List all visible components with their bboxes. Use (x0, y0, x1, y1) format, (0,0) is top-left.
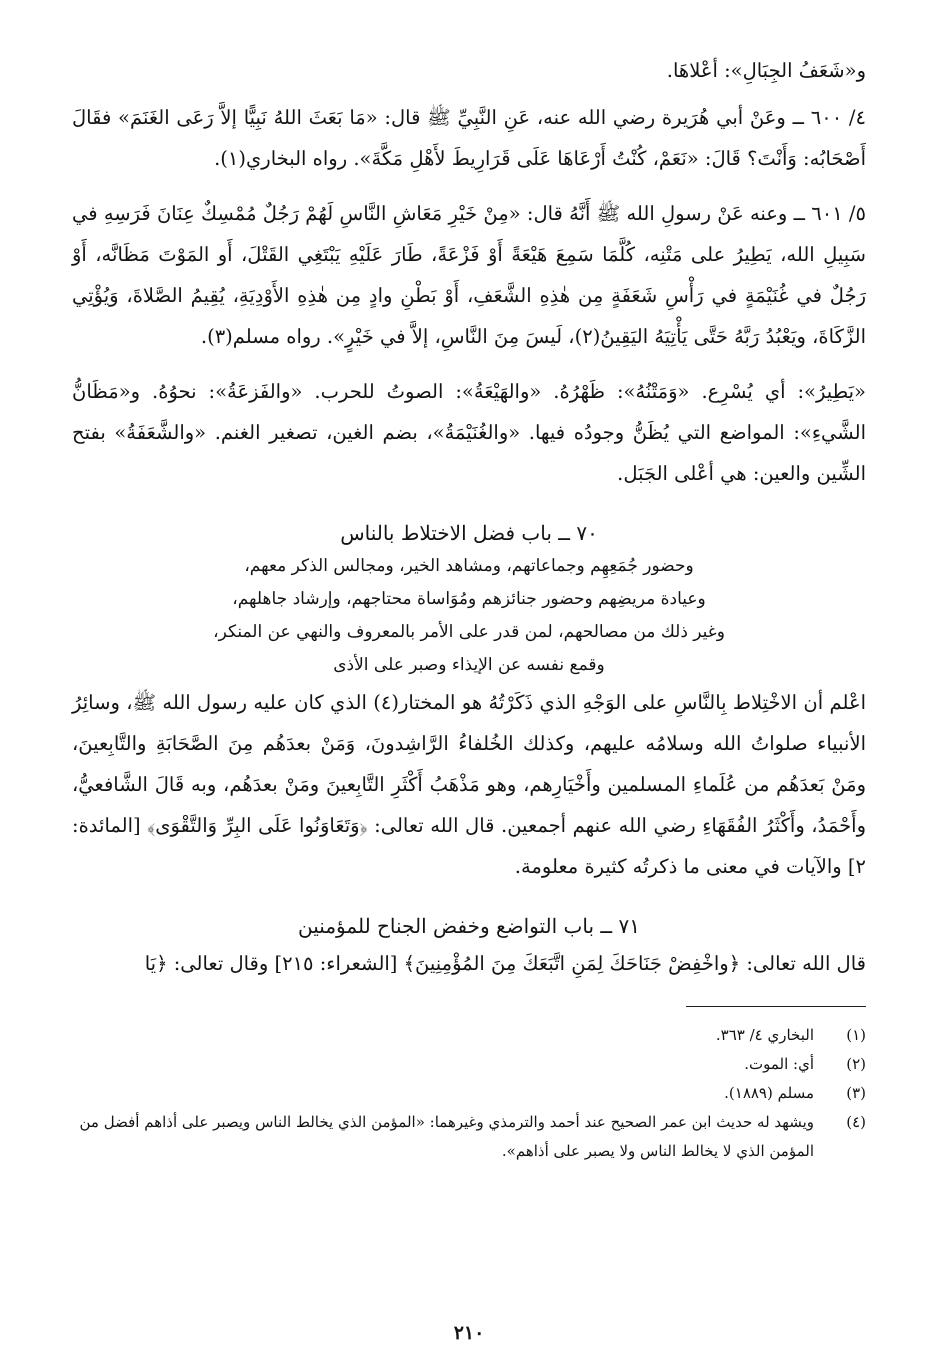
chapter-70-subtitle-line: وحضور جُمَعِهِم وجماعاتهم، ومشاهد الخير، ومجالس الذكر معهم، (244, 556, 694, 576)
chapter-70-title: ٧٠ ــ باب فضل الاختلاط بالناس (340, 521, 598, 545)
footnote (72, 1079, 866, 1108)
footnote (72, 1021, 866, 1050)
hadith-601: ٥/ ٦٠١ ــ وعنه عَنْ رسولِ الله ﷺ أَنَّهُ قال: «مِنْ خَيْرِ مَعَاشِ النَّاسِ لَهُمْ رَجُلٌ مُمْسِكٌ عِنَانَ فَرَسِهِ في سَبِيلِ الله، يَطِيرُ على مَتْنِه، كُلَّمَا سَمِعَ هَيْعَةً أَوْ فَزْعَةً، طَارَ عَلَيْهِ يَبْتَغِي القَتْلَ، أَو المَوْتَ مَظَانَّه، أَوْ رَجُلٌ في غُنَيْمَةٍ في رَأْسِ شَعَفَةٍ مِن هٰذِهِ الشَّعَفِ، أَوْ بَطْنِ وادٍ مِن هٰذِهِ الأَوْدِيَةِ، يُقِيمُ الصَّلاةَ، وَيُؤْتِي الزَّكَاةَ، ويَعْبُدُ رَبَّهُ حَتَّى يَأْتِيَهُ اليَقِينُ(٢)، لَيسَ مِنَ النَّاسِ، إلاَّ في خَيْرٍ». رواه مسلم(٣). (72, 202, 866, 348)
hadith-601-glossary: «يَطِيرُ»: أي يُسْرِع. «وَمَتْنُهُ»: ظَهْرُهُ. «والهَيْعَةُ»: الصوتُ للحرب. «والفَزعَةُ»: نحوُهُ. و«مَظَانُّ الشَّيءِ»: المواضع التي يُظَنُّ وجودُه فيها. «والغُنَيْمَةُ»، بضم الغين، تصغير الغنم. «والشَّعَفَةُ» بفتح الشِّين والعين: هي أعْلى الجَبَل. (72, 380, 866, 485)
footnote (72, 1050, 866, 1079)
footnote-number: (٣) (846, 1084, 866, 1102)
hadith-600: ٤/ ٦٠٠ ــ وعَنْ أبي هُرَيرة رضي الله عنه، عَنِ النَّبِيِّ ﷺ قال: «مَا بَعَثَ اللهُ نَبِيًّا إلاَّ رَعَى الغَنَمَ» فقَالَ أَصْحَابُه: وَأَنْتَ؟ قَالَ: «نَعَمْ، كُنْتُ أَرْعَاهَا عَلَى قَرَارِيطَ لأَهْلِ مَكَّةَ». رواه البخاري(١). (72, 106, 866, 170)
chapter-71-body: قال الله تعالى: ﴿واخْفِضْ جَنَاحَكَ لِمَنِ اتَّبَعَكَ مِنَ المُؤْمِنِينَ﴾ [الشعراء: ٢١٥] وقال تعالى: ﴿يَا (144, 952, 866, 975)
footnotes (72, 1021, 866, 1166)
footnote-separator (686, 1006, 866, 1007)
footnote-text: ويشهد له حديث ابن عمر الصحيح عند أحمد والترمذي وغيرهما: «المؤمن الذي يخالط الناس ويصبر على أذاهم أفضل من المؤمن الذي لا يخالط الناس ولا يصبر على أذاهم». (79, 1113, 814, 1160)
footnote (72, 1108, 866, 1166)
footnote-number: (٢) (846, 1055, 866, 1073)
footnote-number: (٤) (846, 1113, 866, 1131)
chapter-70-body: اعْلم أن الاخْتِلاط بِالنَّاسِ على الوَجْهِ الذي ذَكَرْتُهُ هو المختار(٤) الذي كان عليه رسول الله ﷺ، وسائِرُ الأنبياء صلواتُ الله وسلامُه عليهم، وكذلك الخُلفاءُ الرَّاشِدونَ، وَمَنْ بعدَهُم مِنَ الصَّحَابَةِ والتَّابِعينَ، ومَنْ بَعدَهُم من عُلَماءِ المسلمين وأَخْيَارِهم، وهو مَذْهَبُ أَكْثَرِ التَّابِعينَ ومَنْ بعدَهُم، وبه قَالَ الشَّافعيُّ، وأَحْمَدُ، وأَكْثَرُ الفُقَهَاءِ رضي الله عنهم أجمعين. قال الله تعالى: ﴿وَتَعَاوَنُوا عَلَى البِرِّ وَالتَّقْوَى﴾ [المائدة: ٢] والآيات في معنى ما ذكرتُه كثيرة معلومة. (72, 691, 866, 878)
footnote-text: أي: الموت. (744, 1055, 814, 1073)
chapter-70-subtitle-line: وقمع نفسه عن الإيذاء وصبر على الأذى (333, 655, 605, 675)
chapter-70-subtitle-line: وغير ذلك من مصالحهم، لمن قدر على الأمر بالمعروف والنهي عن المنكر، (213, 622, 725, 642)
footnote-number: (١) (846, 1026, 866, 1044)
page-number: ٢١٠ (453, 1322, 485, 1344)
footnote-text: مسلم (١٨٨٩). (724, 1084, 814, 1102)
footnote-text: البخاري ٤/ ٣٦٣. (715, 1026, 814, 1044)
chapter-71-title: ٧١ ــ باب التواضع وخفض الجناح للمؤمنين (298, 914, 640, 938)
chapter-70-subtitle-line: وعيادة مريضِهم وحضور جنائزهم ومُوَاساة محتاجهم، وإرشاد جاهلهم، (232, 589, 706, 609)
gloss-line: و«شَعَفُ الجِبَالِ»: أعْلاهَا. (666, 59, 866, 82)
